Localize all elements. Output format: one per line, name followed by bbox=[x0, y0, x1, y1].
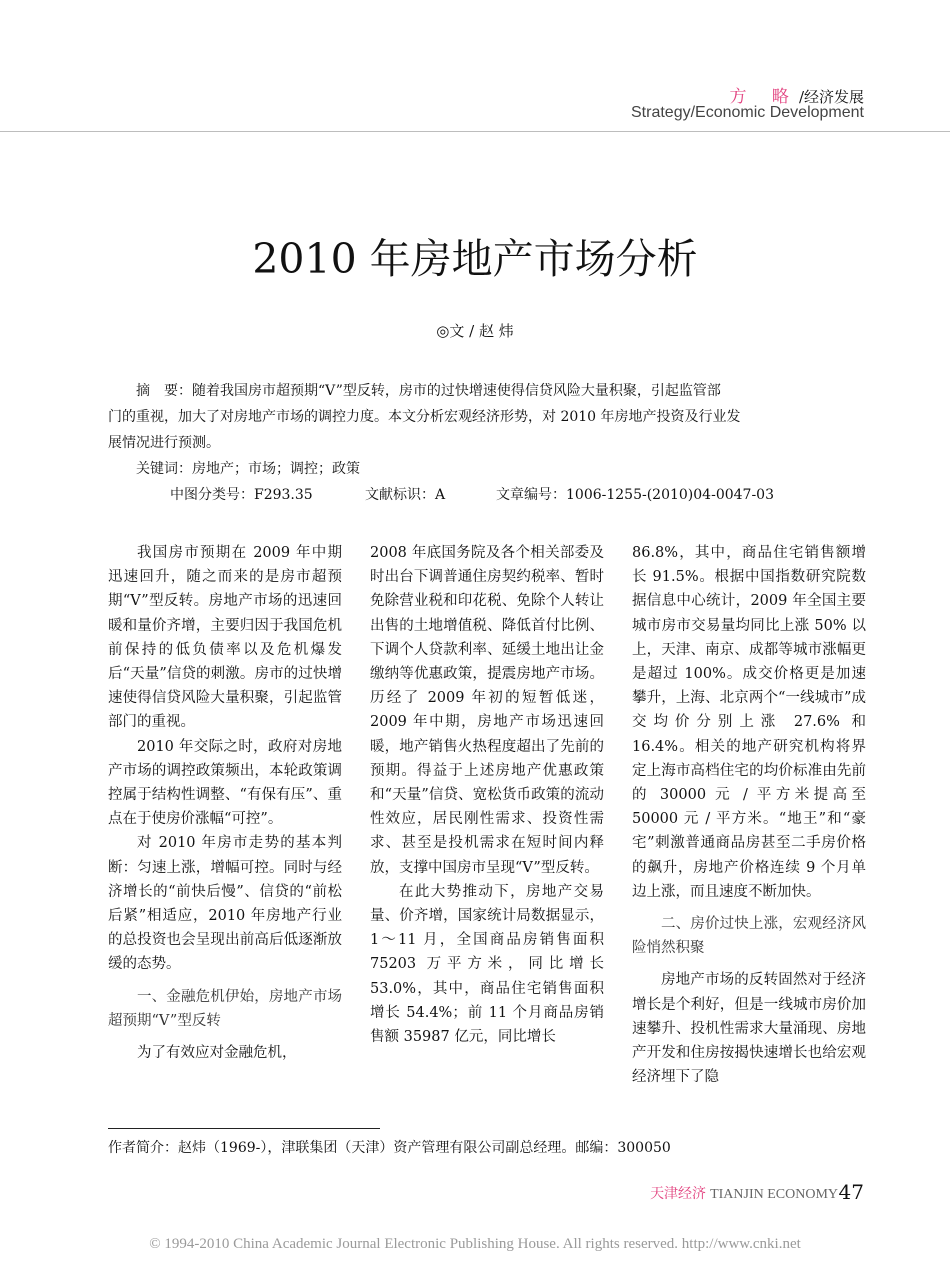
clc-number: 中图分类号：F293.35 bbox=[170, 487, 313, 503]
paragraph: 房地产市场的反转固然对于经济增长是个利好，但是一线城市房价加速攀升、投机性需求大量涌现、房地产开发和住房按揭快速增长也给宏观经济埋下了隐 bbox=[632, 972, 866, 1086]
paragraph: 86.8%，其中，商品住宅销售额增长 91.5%。根据中国指数研究院数据信息中心统计，2009 年全国主要城市房市交易量均同比上涨 50% 以上，天津、南京、成都等城市涨幅更是超过 100%。成交价格更是加速攀升，上海、北京两个“一线城市”成交均价分别上涨 27.6% 和 16.4%。相关的地产研究机构将界定上海市高档住宅的均价标准由先前的 30000 元 / 平方米提高至 50000 元 / 平方米。“地王”和“豪宅”刺激普通商品房甚至二手房价格的飙升，房地产价格连续 9 个月单边上涨，而且速度不断加快。 bbox=[632, 545, 866, 900]
column-3 bbox=[632, 541, 866, 1089]
journal-name-en: TIANJIN ECONOMY bbox=[710, 1187, 838, 1202]
article-author: ◎文 / 赵 炜 bbox=[436, 322, 514, 340]
journal-name bbox=[650, 1183, 838, 1203]
section-header-english: Strategy/Economic Development bbox=[631, 104, 864, 121]
paragraph: 为了有效应对金融危机， bbox=[137, 1045, 297, 1062]
page-number: 47 bbox=[838, 1180, 864, 1204]
section-heading-2: 二、房价过快上涨，宏观经济风险悄然积聚 bbox=[632, 916, 866, 957]
header-divider bbox=[0, 131, 950, 132]
paragraph: 我国房市预期在 2009 年中期迅速回升，随之而来的是房市超预期“V”型反转。房地产市场的迅速回暖和量价齐增，主要归因于我国危机前保持的低负债率以及危机爆发后“天量”信贷的刺激。房市的过快增速使得信贷风险大量积聚，引起监管部门的重视。 bbox=[108, 545, 342, 731]
author-footnote: 作者简介：赵炜（1969-），津联集团（天津）资产管理有限公司副总经理。邮编：300050 bbox=[108, 1140, 671, 1156]
column-2 bbox=[370, 541, 604, 1049]
journal-name-cn: 天津经济 bbox=[650, 1186, 707, 1202]
article-number: 文章编号：1006-1255-(2010)04-0047-03 bbox=[496, 487, 774, 503]
abstract-line-3: 展情况进行预测。 bbox=[108, 435, 220, 451]
section-heading-1: 一、金融危机伊始，房地产市场超预期“V”型反转 bbox=[108, 988, 342, 1029]
column-1 bbox=[108, 541, 342, 1065]
paragraph: 2008 年底国务院及各个相关部委及时出台下调普通住房契约税率、暂时免除营业税和印花税、免除个人转让出售的土地增值税、降低首付比例、下调个人贷款利率、延缓土地出让金缴纳等优惠政策，提震房地产市场。历经了 2009 年初的短暂低迷，2009 年中期，房地产市场迅速回暖，地产销售火热程度超出了先前的预期。得益于上述房地产优惠政策和“天量”信贷、宽松货币政策的流动性效应，居民刚性需求、投资性需求、甚至是投机需求在短时间内释放，支撑中国房市呈现“V”型反转。 bbox=[370, 545, 604, 876]
paragraph: 在此大势推动下，房地产交易量、价齐增，国家统计局数据显示，1～11 月，全国商品房销售面积 75203 万平方米，同比增长 53.0%，其中，商品住宅销售面积增长 54.4%；前 11 个月商品房销售额 35987 亿元，同比增长 bbox=[370, 883, 604, 1046]
section-header-highlight: 方 略 bbox=[729, 87, 799, 107]
article-title: 2010 年房地产市场分析 bbox=[252, 235, 698, 283]
abstract-line-1: 摘 要：随着我国房市超预期“V”型反转，房市的过快增速使得信贷风险大量积聚，引起监管部 bbox=[136, 383, 721, 399]
section-header-rest: /经济发展 bbox=[798, 88, 864, 106]
paragraph: 对 2010 年房市走势的基本判断：匀速上涨，增幅可控。同时与经济增长的“前快后慢”、信贷的“前松后紧”相适应，2010 年房地产行业的总投资也会呈现出前高后低逐渐放缓的态势。 bbox=[108, 835, 342, 973]
abstract-line-2: 门的重视，加大了对房地产市场的调控力度。本文分析宏观经济形势，对 2010 年房地产投资及行业发 bbox=[108, 409, 741, 425]
paragraph: 2010 年交际之时，政府对房地产市场的调控政策频出，本轮政策调控属于结构性调整、“有保有压”、重点在于使房价涨幅“可控”。 bbox=[108, 738, 342, 828]
footnote-divider bbox=[108, 1128, 380, 1129]
keywords: 关键词：房地产；市场；调控；政策 bbox=[136, 461, 360, 477]
document-code: 文献标识：A bbox=[365, 487, 446, 503]
copyright-notice: © 1994-2010 China Academic Journal Electronic Publishing House. All rights reserved. http://www.cnki.net bbox=[149, 1236, 801, 1252]
